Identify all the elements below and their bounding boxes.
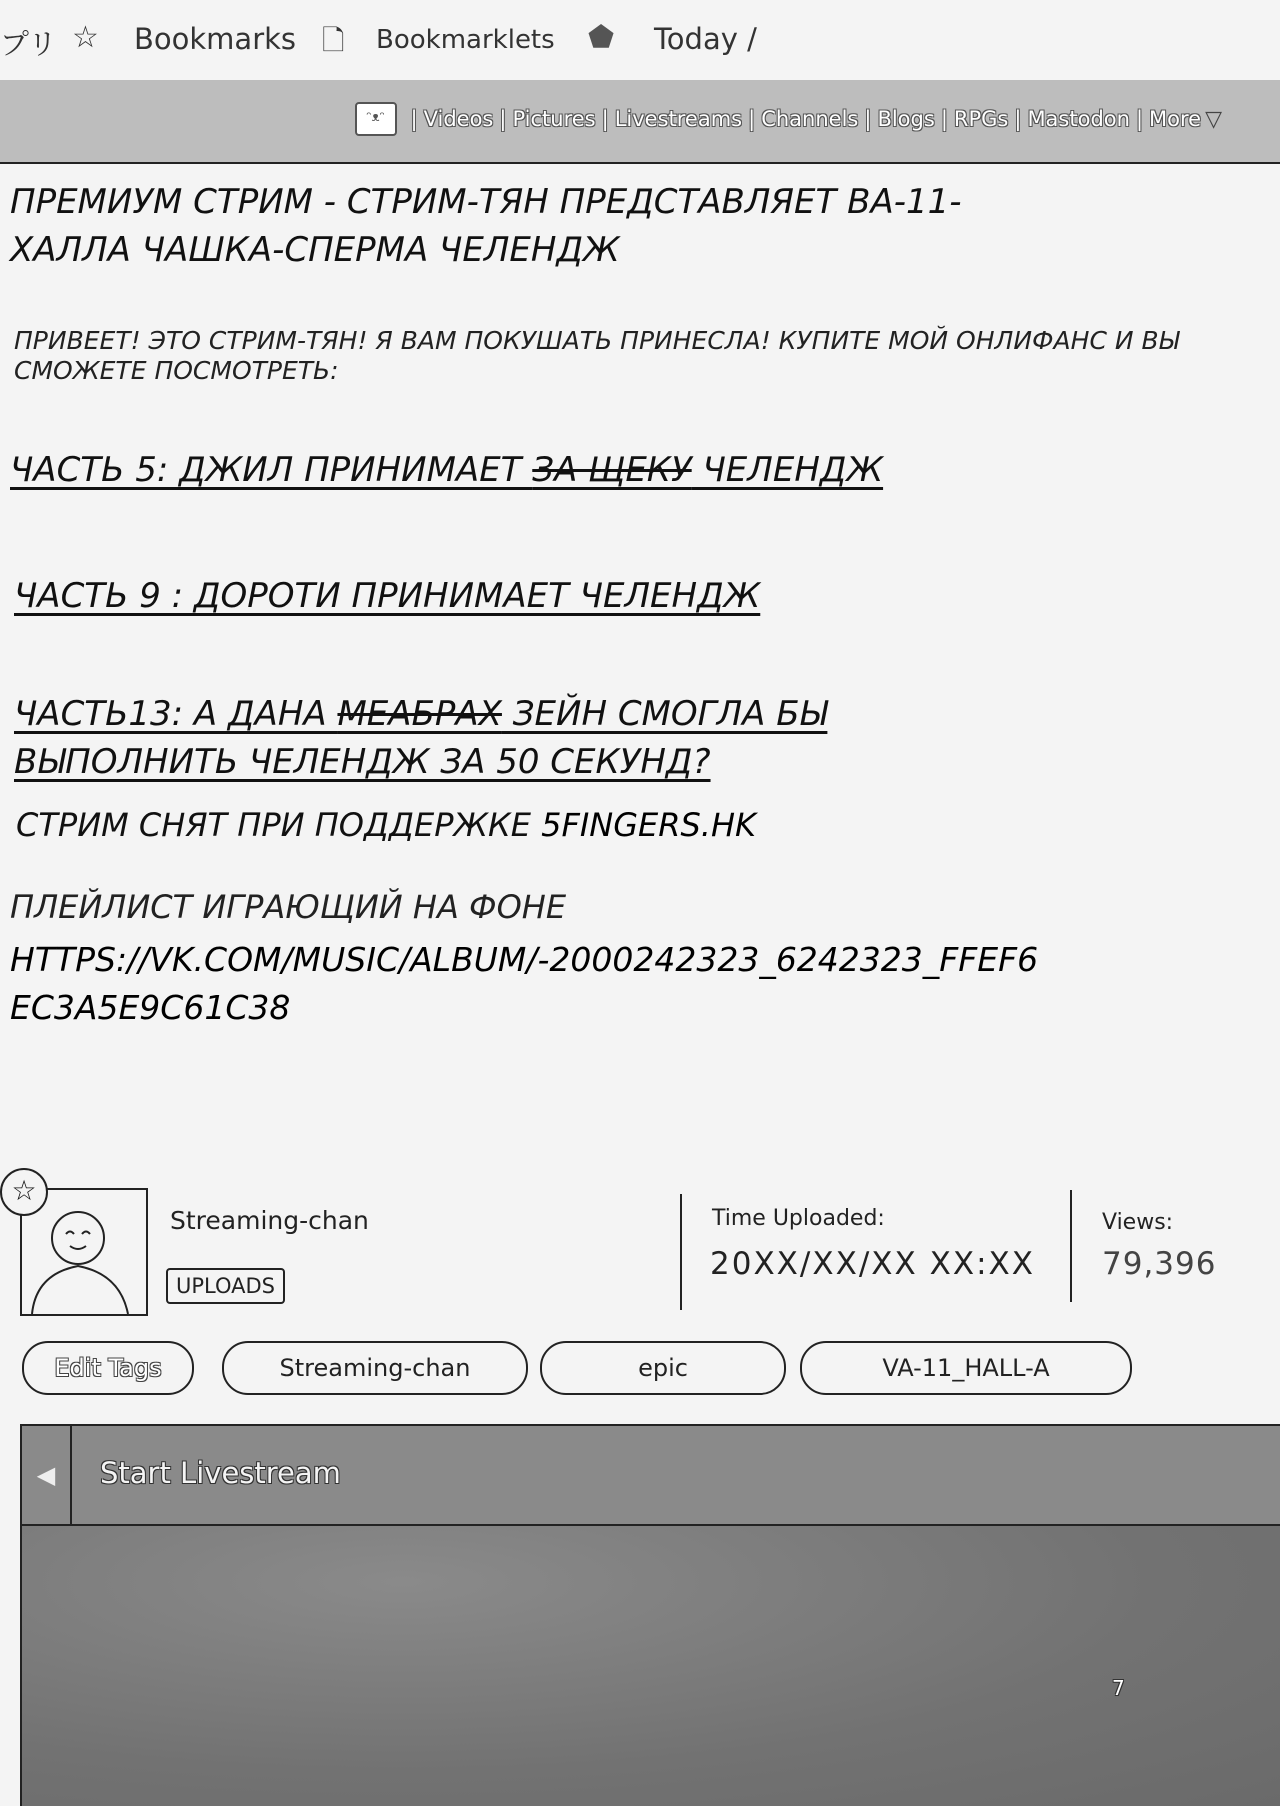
part-5-suffix: ЧЕЛЕНДЖ	[691, 450, 884, 490]
tag-chip[interactable]: epic	[540, 1341, 786, 1395]
sponsor-name: 5FINGERS.HK	[541, 806, 756, 844]
nav-link-livestreams[interactable]: Livestreams	[614, 107, 743, 131]
player-screen[interactable]	[22, 1526, 1280, 1806]
nav-separator: |	[864, 107, 872, 131]
part-13-prefix: ЧАСТЬ13: А ДАНА	[14, 694, 338, 734]
diamond-icon: ⬟	[588, 20, 615, 55]
part-9-link[interactable]: ЧАСТЬ 9 : ДОРОТИ ПРИНИМАЕТ ЧЕЛЕНДЖ	[14, 576, 761, 616]
nav-link-pictures[interactable]: Pictures	[512, 107, 596, 131]
nav-link-more[interactable]: More	[1149, 107, 1202, 131]
part-5-prefix: ЧАСТЬ 5: ДЖИЛ ПРИНИМАЕТ	[10, 450, 533, 490]
nav-link-channels[interactable]: Channels	[761, 107, 859, 131]
chevron-left-icon[interactable]: ◀	[22, 1426, 72, 1524]
edit-tags-button[interactable]: Edit Tags	[22, 1341, 194, 1395]
divider	[1070, 1190, 1072, 1302]
favorite-star-icon[interactable]: ☆	[0, 1168, 48, 1216]
nav-link-videos[interactable]: Videos	[423, 107, 494, 131]
nav-link-blogs[interactable]: Blogs	[877, 107, 935, 131]
nav-separator: |	[499, 107, 507, 131]
player-toolbar	[22, 1426, 1280, 1526]
start-livestream-button[interactable]: Start Livestream	[100, 1456, 341, 1490]
site-logo-icon[interactable]: ᵔᴥᵔ	[355, 102, 397, 136]
triangle-down-icon[interactable]: ▽	[1205, 106, 1222, 132]
sponsor-credit-prefix: СТРИМ СНЯТ ПРИ ПОДДЕРЖКЕ	[16, 806, 542, 844]
uploads-button[interactable]: UPLOADS	[166, 1268, 285, 1304]
nav-separator: |	[748, 107, 756, 131]
nav-separator: |	[940, 107, 948, 131]
stream-title: ПРЕМИУМ СТРИМ - СТРИМ-ТЯН ПРЕДСТАВЛЯЕТ ВА-11-ХАЛЛА ЧАШКА-СПЕРМА ЧЕЛЕНДЖ	[10, 182, 962, 270]
sponsor-credit	[16, 806, 756, 844]
livestream-player	[20, 1424, 1280, 1806]
nav-separator: |	[410, 107, 418, 131]
playlist-url[interactable]: HTTPS://VK.COM/MUSIC/ALBUM/-2000242323_6242323_FFEF6EC3A5E9C61C38	[10, 940, 1039, 1027]
divider	[680, 1194, 682, 1310]
part-13-struck-text: МЕАБРАХ	[337, 694, 502, 734]
bookmarklets-link[interactable]: Bookmarklets	[376, 25, 555, 55]
tag-chip[interactable]: VA-11_HALL-A	[800, 1341, 1132, 1395]
part-13-link[interactable]	[14, 690, 1024, 786]
today-link[interactable]: Today /	[654, 22, 757, 56]
nav-separator: |	[1135, 107, 1144, 131]
time-uploaded-value: 20XX/XX/XX XX:XX	[710, 1246, 1036, 1282]
stream-intro: ПРИВЕЕТ! ЭТО СТРИМ-ТЯН! Я ВАМ ПОКУШАТЬ ПРИНЕСЛА! КУПИТЕ МОЙ ОНЛИФАНС И ВЫ СМОЖЕТЕ ПОСМОТРЕТЬ:	[14, 326, 1180, 385]
stream-description	[10, 178, 1260, 1027]
part-5-struck-text: ЗА ЩЕКУ	[532, 450, 692, 490]
time-uploaded-label: Time Uploaded:	[712, 1206, 885, 1231]
part-5-link[interactable]	[10, 446, 883, 494]
nav-link-rpgs[interactable]: RPGs	[953, 107, 1009, 131]
nav-links	[355, 102, 1222, 136]
bookmarks-link[interactable]: Bookmarks	[134, 22, 297, 56]
nav-link-mastodon[interactable]: Mastodon	[1027, 107, 1130, 131]
views-label: Views:	[1102, 1210, 1174, 1235]
bookmark-bar	[0, 0, 1280, 82]
nav-separator: |	[1014, 107, 1022, 131]
views-count: 79,396	[1102, 1246, 1217, 1282]
nav-separator: |	[601, 107, 609, 131]
page-icon: 🗋	[322, 24, 345, 57]
site-nav	[0, 80, 1280, 164]
page-number: 7	[1112, 1676, 1125, 1700]
tag-chip[interactable]: Streaming-chan	[222, 1341, 528, 1395]
app-fragment-label[interactable]: プリ	[0, 27, 57, 61]
playlist-label: ПЛЕЙЛИСТ ИГРАЮЩИЙ НА ФОНЕ	[10, 888, 567, 926]
star-icon: ☆	[72, 20, 99, 55]
part-13-suffix: ЗЕЙН СМОГЛА БЫ ВЫПОЛНИТЬ ЧЕЛЕНДЖ ЗА 50 СЕКУНД?	[14, 694, 828, 782]
uploader-name[interactable]: Streaming-chan	[170, 1206, 369, 1235]
